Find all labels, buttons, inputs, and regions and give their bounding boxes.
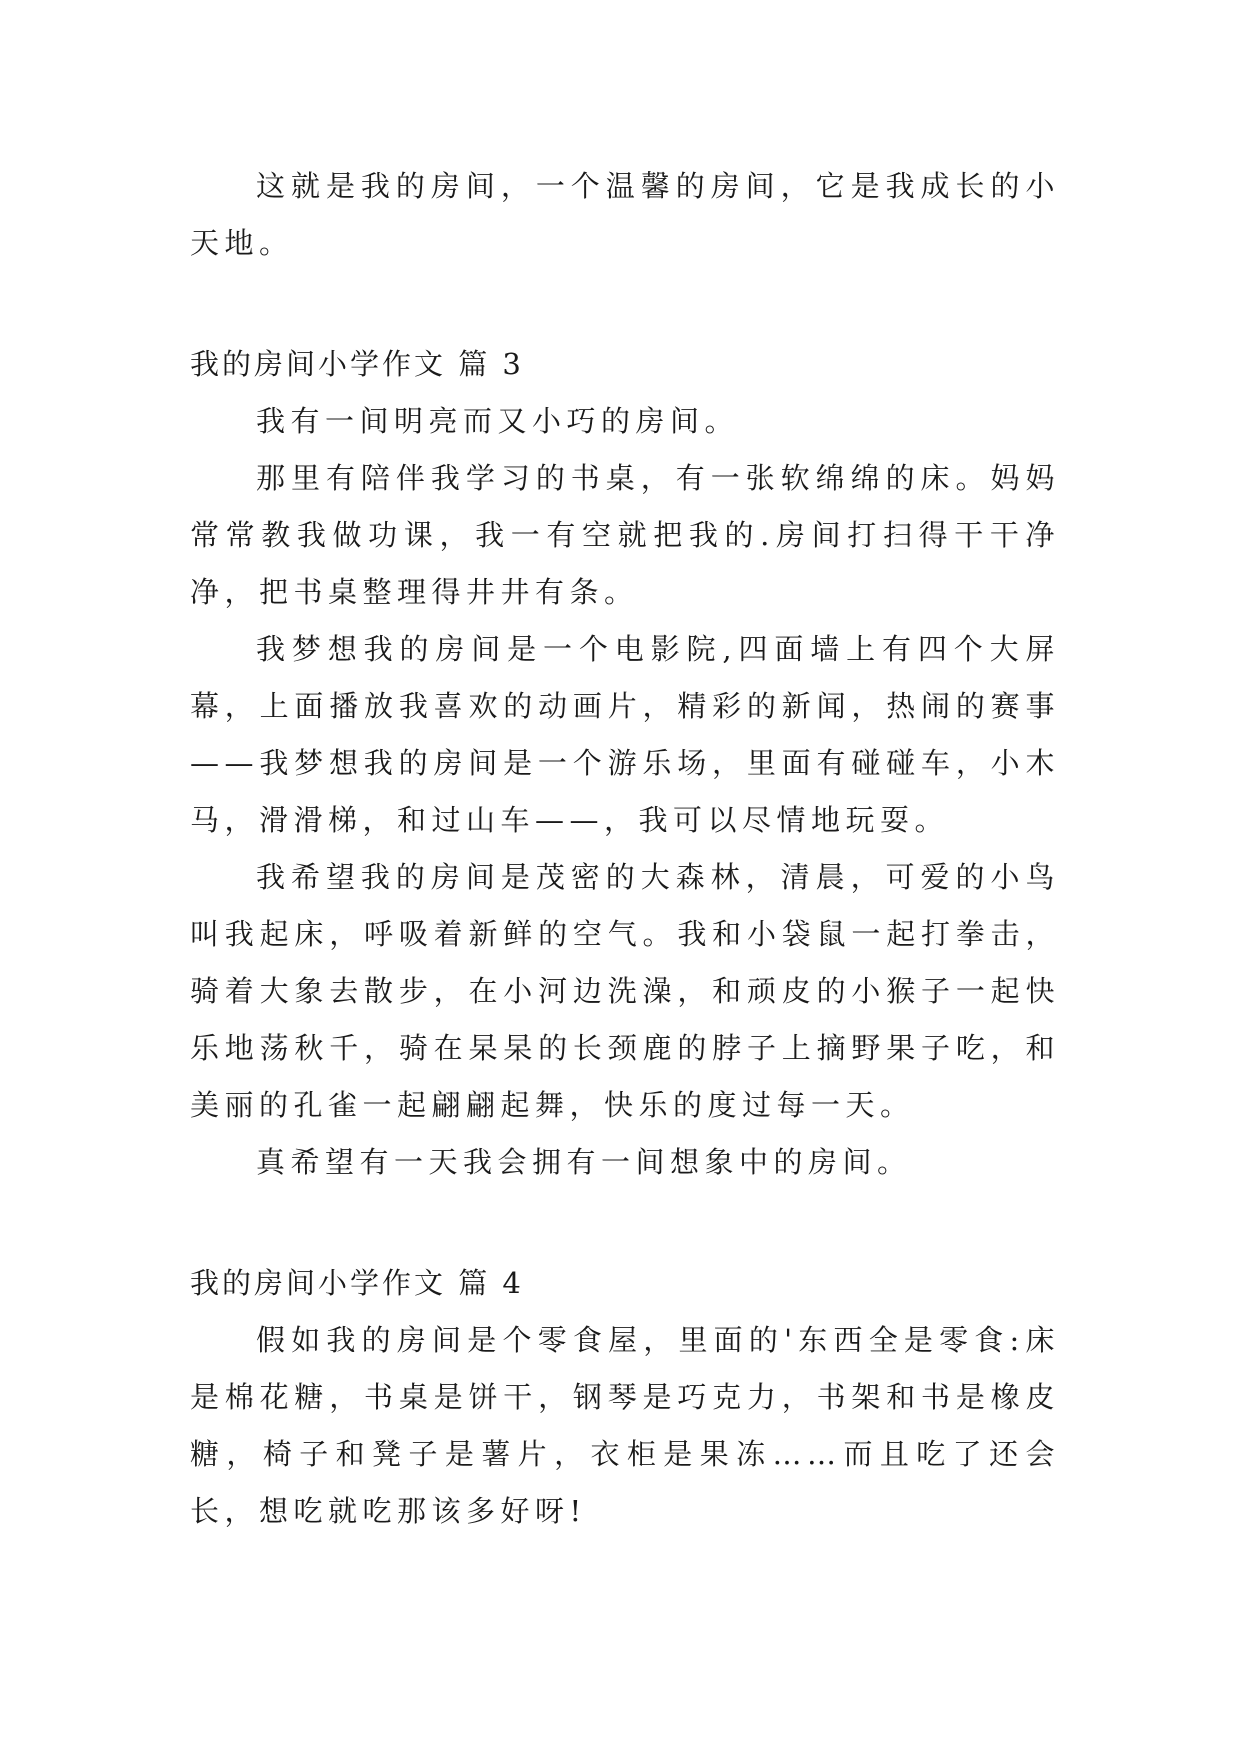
paragraph: 这就是我的房间，一个温馨的房间，它是我成长的小天地。 [190,169,1060,260]
section-heading: 我的房间小学作文 篇 4 [190,1266,524,1300]
paragraph: 我希望我的房间是茂密的大森林，清晨，可爱的小鸟叫我起床，呼吸着新鲜的空气。我和小袋鼠一起打拳击，骑着大象去散步，在小河边洗澡，和顽皮的小猴子一起快乐地荡秋千，骑在杲杲的长颈鹿的脖子上摘野果子吃，和美丽的孔雀一起翩翩起舞，快乐的度过每一天。 [190,860,1060,1122]
document-body [190,158,1060,1540]
section-gap [190,1191,1060,1255]
paragraph: 那里有陪伴我学习的书桌，有一张软绵绵的床。妈妈常常教我做功课，我一有空就把我的.房间打扫得干干净净，把书桌整理得井井有条。 [190,461,1060,609]
section-heading: 我的房间小学作文 篇 3 [190,347,524,381]
paragraph: 我有一间明亮而又小巧的房间。 [256,404,740,438]
paragraph: 真希望有一天我会拥有一间想象中的房间。 [256,1145,912,1179]
paragraph: 假如我的房间是个零食屋，里面的'东西全是零食:床是棉花糖，书桌是饼干，钢琴是巧克力，书架和书是橡皮糖，椅子和凳子是薯片，衣柜是果冻……而且吃了还会长，想吃就吃那该多好呀! [190,1323,1060,1528]
paragraph: 我梦想我的房间是一个电影院,四面墙上有四个大屏幕，上面播放我喜欢的动画片，精彩的新闻，热闹的赛事——我梦想我的房间是一个游乐场，里面有碰碰车，小木马，滑滑梯，和过山车——，我可以尽情地玩耍。 [190,632,1060,837]
section-gap [190,272,1060,336]
